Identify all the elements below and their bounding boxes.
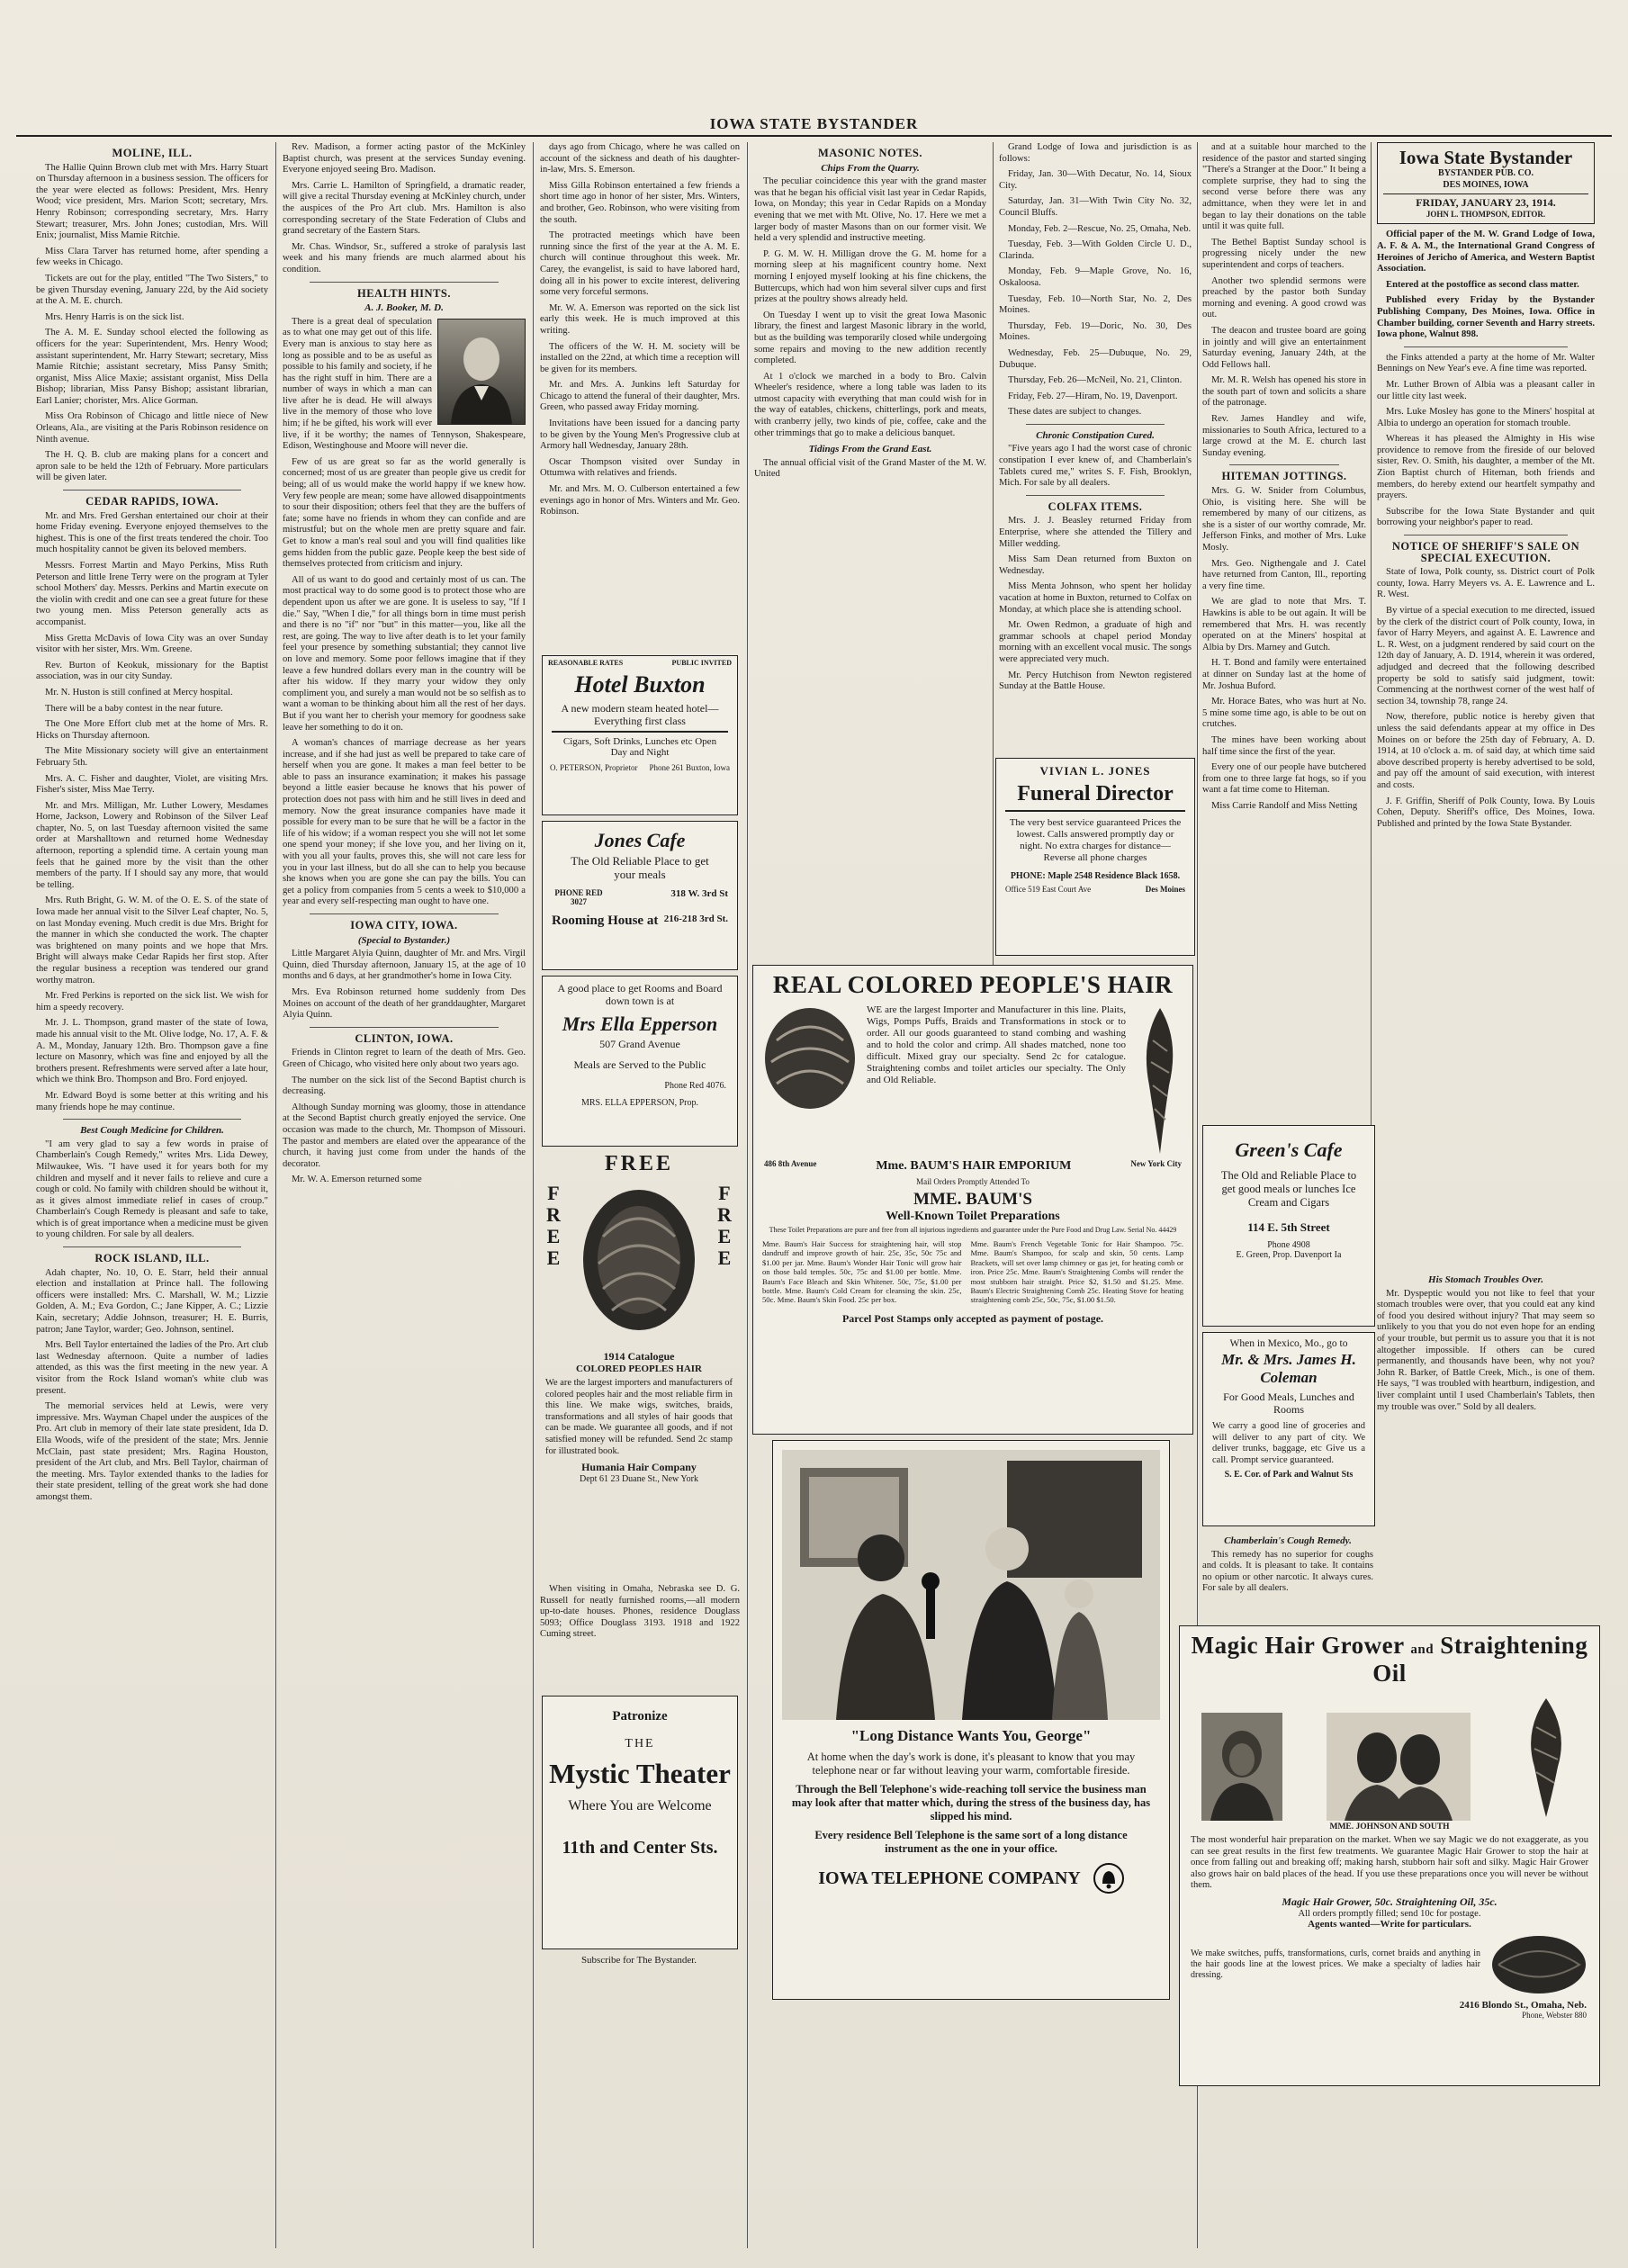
paragraph: Mr. Dyspeptic would you not like to feel that your stomach troubles were over, that you could eat any kind of food you desired without injury? That may seem so unlikely to you that you do not even hope for an ending of your trouble, but permit us to assure you that it is not altogether impossible. If others can be cured permanently, and thousands have been, why not you? John R. Barker, of Battle Creek, Mich., is one of them. He says, "I was troubled with heartburn, indigestion, and liver complaint until I used Chamberlain's Tablets, then my trouble was over." Sold by all dealers. [1377,1288,1595,1412]
paragraph: Mr. M. R. Welsh has opened his store in the south part of town and solicits a share of the patronage. [1202,375,1366,409]
paragraph: Tickets are out for the play, entitled "The Two Sisters," to be given Thursday evening, January 22d, by the Aid society at the A. M. E. church. [36,273,268,307]
ad-text: O. PETERSON, Proprietor [550,763,638,772]
stomach-notice [1377,1271,1595,1613]
paragraph: All of us want to do good and certainly most of us can. The most practical way to do some good is to protect those who are dependent upon us after we are gone. It is useless to say, "If I die." Say, "When I die," for all things born in time must perish and there is no "if" nor "but" in this matter—you, like all the rest, are going. The way to live after death is to let your family feel your presence by something substantial; they cannot live on love and memory. Some poor fellows imagine that if they leave a few hundred dollars every man in the country will be after his widow. If they marry your widow they only compliment you, and surely a man would not be so selfish as to want a woman to be thinking about him all the rest of her days. But if you want her to cherish your memory for goodness sake leave her something to do it on. [283,574,526,733]
ad-text: New York City [1130,1159,1182,1168]
paragraph: Mr. and Mrs. Fred Gershan entertained our choir at their home Friday evening. Everyone enjoyed themselves to the highest. This is one of the first treats tendered the choir. Too much hospitality cannot be given its beloved members. [36,510,268,555]
paragraph: Although Sunday morning was gloomy, those in attendance at the Second Baptist church greatly enjoyed the service. One occasion was made to the church, Mr. Thompson of Missouri. The pastor and members are elated over the appearance of the church, it having just come from under the hands of the decorator. [283,1102,526,1169]
paragraph: Few of us are great so far as the world generally is concerned; most of us are greater than people give us credit for being; all of us would make the world happy if we knew how. Very few people are mean; some have allowed disappointments to sour their disposition; others feel that they are the buffers of fate; some have no friends in whom they can confide and are mistrustful; but on the whole men are pretty square and fair. Get to know a man's real soul and you will find qualities like gems hidden from the public gaze. People keep the best side of themselves protected from criticism and injury. [283,456,526,570]
subscribe-note: Subscribe for The Bystander. [580,1955,697,1966]
ad-text: The Old and Reliable Place to get good meals or lunches Ice Cream and Cigars [1220,1169,1357,1209]
paragraph: The memorial services held at Lewis, were very impressive. Mrs. Wayman Chapel under the auspices of the Pro. Art club in memory of their late state president, Ida D. Ella Woods, wife of the president of the state; Mrs. Jennie McClain, past state president; Mrs. Ragina Houston, president of the Art club, and Mrs. Bell Taylor, chairman of the meeting. Mrs. Taylor extended thanks to the ladies for their state president, telling of the great work she had done amongst them. [36,1401,268,1502]
ad-title: Mystic Theater [549,1758,731,1789]
running-head: IOWA STATE BYSTANDER [709,115,919,132]
paragraph: The A. M. E. Sunday school elected the following as officers for the year: Superintendent, Mrs. Henry Wood; assistant superintendent, Mr. Harry Stewart; secretary, Miss Mamie Ritchie; assistant secretary, Miss Pansy Smith; organist, Miss Alice Maxie; assistant organist, Miss Della Bishop; librarian, Miss Pansy Bishop; assistant librarian, Earl Lanier; chorister, Mrs. Alice Gorman. [36,328,268,406]
divider [552,731,728,733]
ad-text: 486 8th Avenue [764,1159,817,1168]
cough-remedy-notice [1202,1532,1373,1631]
paragraph: When visiting in Omaha, Nebraska see D. G. Russell for neatly furnished rooms,—all modern up-to-date houses. Phones, residence Douglass 5093; Office Douglass 3193. 1918 and 1922 Cuming street. [540,1584,740,1640]
ad-text: Phone 4908 [1267,1240,1310,1250]
paragraph: Friday, Jan. 30—With Decatur, No. 14, Sioux City. [999,169,1192,191]
family-telephone-illustration [782,1450,1160,1720]
paragraph: Rev. Burton of Keokuk, missionary for the Baptist association, was in our city Sunday. [36,660,268,682]
paragraph: Mr. Chas. Windsor, Sr., suffered a stroke of paralysis last week and his many friends are much alarmed about his condition. [283,241,526,274]
divider [1026,495,1165,496]
hotel-buxton-ad [542,655,738,815]
divider [310,282,499,283]
portrait-icon [438,320,525,424]
paragraph: H. T. Bond and family were entertained at dinner on Sunday last at the home of Mr. Joshua Buford. [1202,658,1366,691]
paragraph: Wednesday, Feb. 25—Dubuque, No. 29, Dubuque. [999,347,1192,370]
ad-text: We are the largest importers and manufacturers of colored peoples hair and the most reliable firm in this line. We make wigs, switches, braids, transformations and all styles of hair goods that can be made. We guarantee all goods, and if not satisfied money will be refunded. Send 2c stamp for illustrated book. [545,1378,733,1456]
paragraph: Little Margaret Alyia Quinn, daughter of Mr. and Mrs. Virgil Quinn, died Thursday afternoon, January 15, at the age of 10 months and 6 days, at her grandmother's home in Iowa City. [283,949,526,982]
ad-text: The Old Reliable Place to get your meals [571,854,709,881]
section-heading: His Stomach Troubles Over. [1428,1274,1543,1285]
ad-text: Every residence Bell Telephone is the same sort of a long distance instrument as the one in your office. [814,1829,1128,1855]
section-heading: NOTICE OF SHERIFF'S SALE ON SPECIAL EXECUTION. [1391,540,1580,564]
paragraph: Rev. Madison, a former acting pastor of the McKinley Baptist church, was present at the services Sunday evening. Everyone enjoyed seeing Bro. Madison. [283,142,526,176]
portrait-photo [1201,1713,1282,1821]
paragraph: Thursday, Feb. 26—McNeil, No. 21, Clinton. [1008,375,1183,386]
paragraph: Thursday, Feb. 19—Doric, No. 30, Des Moines. [999,320,1192,343]
ad-title: Mr. & Mrs. James H. Coleman [1221,1351,1356,1386]
ad-title: FREE [604,1152,673,1175]
ad-text: Phone, Webster 880 [1522,2010,1587,2020]
paragraph: Subscribe for the Iowa State Bystander and quit borrowing your neighbor's paper to read. [1377,506,1595,528]
column-5 [1202,142,1366,1114]
paragraph: The officers of the W. H. M. society will be installed on the 22nd, at which time a reception will be given for its members. [540,341,740,374]
paragraph: Every one of our people have butchered from one to three large fat hogs, so if you want a fat time come to Hiteman. [1202,762,1366,796]
subheading: Tidings From the Grand East. [808,444,932,455]
issue-date: FRIDAY, JANUARY 23, 1914. [1416,196,1556,210]
section-heading: MASONIC NOTES. [817,147,923,159]
paragraph: There will be a baby contest in the near future. [45,703,223,714]
paragraph: The Bethel Baptist Sunday school is progressing nicely under the new superintendent and corps of teachers. [1202,237,1366,270]
section-heading: ROCK ISLAND, ILL. [94,1252,210,1265]
ad-text: Agents wanted—Write for particulars. [1308,1918,1471,1930]
paragraph: Mr. Edward Boyd is some better at this writing and his many friends hope he may continue. [36,1090,268,1112]
paragraph: Miss Menta Johnson, who spent her holiday vacation at home in Buxton, returned to Colfax on Monday, at which place she is attending school. [999,581,1192,615]
column-3-text [540,142,740,646]
paragraph: Mrs. G. W. Snider from Columbus, Ohio, is visiting here. She will be remembered by many of our citizens, as she is a sister of our worthy comrade, Mr. Jefferson Finks, and mother of Mrs. Luke Mosly. [1202,486,1366,553]
column-rule [747,142,748,2248]
ad-title: REAL COLORED PEOPLE'S HAIR [772,971,1174,998]
bell-logo-icon [1093,1863,1124,1894]
paragraph: Mr. and Mrs. Milligan, Mr. Luther Lowery, Mesdames Horne, Jackson, Lowery and Robinson of the Silver Leaf chapter, No. 5, on last Tuesday afternoon visited the same order at Marshalltown and returned home Wednesday afternoon, reporting a splendid time. A certain young man feels that he gained more by the visit than the other members of the party. If I should say any more, that would be telling. [36,800,268,890]
column-4 [754,142,986,1078]
paragraph: Mr. and Mrs. A. Junkins left Saturday for Chicago to attend the funeral of their daughter, Mrs. Green, who passed away Friday morning. [540,380,740,413]
ad-text: Mme. Baum's French Vegetable Tonic for Hair Shampoo. 75c. Mme. Baum's Shampoo, for scalp and skin, 50 cents. Lamp Brackets, will set over lamp chimney or gas jet, for heating comb or iron. Price 25c. Mme. Baum's Straightening Combs will render the most stubborn hair straight. Price $2, $1.50 and $1.25. Mme. Baum's Electric Straightening Comb 25c. Heating Stove for heating straightening comb 25c, 50c, 75c, $1.00 $1.50. [970,1239,1183,1305]
paragraph: "I am very glad to say a few words in praise of Chamberlain's Cough Remedy," writes Mrs. Lida Dewey, Milwaukee, Wis. "I have used it for years both for my children and myself and it never fails to relieve and cure a cough or cold. No family with children should be without it, as it gives almost immediate relief in cases of croup." Chamberlain's Cough Remedy is pleasant and safe to take, which is of great importance when a medicine must be given to young children. For sale by all dealers. [36,1138,268,1240]
paragraph: Mr. W. A. Emerson was reported on the sick list early this week. He is much improved at this writing. [540,302,740,336]
paragraph: Rev. James Handley and wife, missionaries to South Africa, lectured to a large crowd at the M. E. church last Sunday evening. [1202,414,1366,458]
paragraph: The deacon and trustee board are going in jointly and will give an entertainment Saturday evening, January 24th, at the Odd Fellows hall. [1202,325,1366,370]
paragraph: J. F. Griffin, Sheriff of Polk County, Iowa. By Louis Cohen, Deputy. Sheriff's office, Des Moines, Iowa. Published and printed by the Iowa State Bystander. [1377,796,1595,829]
paragraph: and at a suitable hour marched to the residence of the pastor and started singing "There's a Stranger at the Door." It being a complete surprise, they had to sing the second verse before there was any admittance, when they were let in and began to lay their donations on the table until it was quite full. [1202,142,1366,232]
paragraph: Tuesday, Feb. 3—With Golden Circle U. D., Clarinda. [999,239,1192,261]
hair-braid-icon [1133,1004,1187,1157]
paragraph: Monday, Feb. 2—Rescue, No. 25, Omaha, Neb. [1008,223,1192,234]
paragraph: Mr. N. Huston is still confined at Mercy hospital. [45,687,233,698]
paragraph: Miss Gretta McDavis of Iowa City was an over Sunday visitor with her sister, Mrs. Wm. Greene. [36,633,268,655]
portrait-photo [437,319,526,425]
paragraph: At 1 o'clock we marched in a body to Bro. Calvin Wheeler's residence, where a long table was laden to its utmost capacity with everything that man could wish for in the way of eatables, chickens, chitterlings, pork and meats, with cranberry jelly, two kinds of pie, coffee, cake and the other trimmings that go to make a delicious banquet. [754,371,986,438]
ad-text: Cigars, Soft Drinks, Lunches etc Open Day and Night [562,736,717,758]
free-side-text: FREE [717,1182,732,1269]
ad-text: Phone Red 4076. [664,1081,726,1091]
ad-text: Des Moines [1145,885,1185,894]
paragraph: Tuesday, Feb. 10—North Star, No. 2, Des Moines. [999,293,1192,316]
ad-text: Patronize [612,1709,668,1724]
photo-caption: MME. JOHNSON AND SOUTH [1329,1822,1450,1832]
paragraph: A woman's chances of marriage decrease as her years increase, and if she had just as well be prepared to take care of herself when you are gone. It makes a man feel better to be able to pass an insurance examination; it makes his passage beyond a little easier because he knows that his power of protection does not pass with him and he still lives in deed and memory. Now the great insurance companies have made it possible for every man to be sure that he will be a factor in the life of his widow; if a woman respect you she will not let some one spend your money; if she love you, and her living on it, with you all your faults, proves this, she will not care less for you in your last illness, but do all she can to help you because she knows when you are gone she can pay the bills. You can get a policy from companies from 5 cents a week to $10,000 a year and every self-respecting man ought to have one. [283,738,526,907]
paragraph: Invitations have been issued for a dancing party to be given by the Young Men's Progressive club at Armory hall Wednesday, January 28th. [540,418,740,452]
paragraph: Mr. J. L. Thompson, grand master of the state of Iowa, made his annual visit to the Mt. Olive lodge, No. 17, A. F. & A. M., Monday, January 12th. Bro. Thompson gave a fine lecture on Masonry, which was fine and enjoyed by all the brothers present. Refreshments were served after a late hour, which we think Bro. Thompson and Bro. Ford enjoyed. [36,1018,268,1085]
portrait-photo [1327,1713,1471,1821]
ad-text: We make switches, puffs, transformations, curls, cornet braids and anything in the hair goods line at the lowest prices. We make a specialty of ladies hair dressing. [1191,1948,1480,1980]
baum-hair-ad [752,965,1193,1435]
section-heading: HEALTH HINTS. [357,286,451,300]
ad-text: MRS. ELLA EPPERSON, Prop. [580,1098,699,1108]
paragraph: The Mite Missionary society will give an entertainment February 5th. [36,746,268,768]
ad-text: When in Mexico, Mo., go to [1229,1338,1348,1349]
paragraph: By virtue of a special execution to me directed, issued by the clerk of the district court of Polk county, Iowa, in favor of Harry Meyers, and against A. E. Lawrence and L. R. West, on a judgment rendered by said court on the 12th day of January, A. D. 1914, wherein it was ordered, adjudged and decreed that the following described property be sold to satisfy said judgment, towit: Commencing at the northwest corner of the west half of section 34, township 78, range 24. [1377,606,1595,706]
ad-text: 114 E. 5th Street [1247,1220,1330,1234]
subheading: (Special to Bystander.) [357,934,451,946]
ad-text: 2416 Blondo St., Omaha, Neb. [1459,1999,1587,2011]
ad-text: All orders promptly filled; send 10c for postage. [1298,1908,1481,1919]
divider [1005,810,1185,812]
hair-braid-icon [1515,1695,1578,1821]
paragraph: Mrs. Geo. Nigthengale and J. Catel have returned from Canton, Ill., reporting a very fine time. [1202,558,1366,591]
paragraph: Mr. Owen Redmon, a graduate of high and grammar schools at chapel period Monday morning with an excellent vocal music. The songs were appreciated very much. [999,620,1192,664]
paragraph: Mrs. Luke Mosley has gone to the Miners' hospital at Albia to undergo an operation for stomach trouble. [1377,407,1595,428]
paragraph: days ago from Chicago, where he was called on account of the sickness and death of his daughter-in-law, Mrs. S. Emerson. [540,142,740,176]
header-rule [16,135,1612,137]
column-rule [533,142,534,2248]
paragraph: State of Iowa, Polk county, ss. District court of Polk county, Iowa. Harry Meyers vs. A. E. Lawrence and L. R. West. [1377,567,1595,600]
subheading: Chips From the Quarry. [821,162,920,174]
masthead [0,0,1628,135]
ad-tag: REASONABLE RATES [548,659,624,667]
column-rule [275,142,276,2248]
mystic-theater-ad [542,1696,738,1949]
ad-text: Mme. BAUM'S HAIR EMPORIUM [876,1159,1072,1173]
ad-text: 11th and Center Sts. [562,1838,718,1858]
hair-bun-icon [760,1004,859,1112]
ad-text: PHONE RED 3027 [554,888,603,906]
paragraph: Grand Lodge of Iowa and jurisdiction is as follows: [999,142,1192,164]
ad-text: A new modern steam heated hotel—Everything first class [561,702,719,727]
ad-text: At home when the day's work is done, it's pleasant to know that you may telephone near or far without leaving your warm, comfortable fireside. [806,1750,1136,1777]
ad-text: Magic Hair Grower, 50c. Straightening Oil, 35c. [1282,1894,1498,1908]
humania-hair-ad [542,1152,736,1575]
ad-tag: PUBLIC INVITED [671,659,732,667]
paragraph: Friday, Feb. 27—Hiram, No. 19, Davenport. [1008,391,1178,401]
ad-text: S. E. Cor. of Park and Walnut Sts [1224,1470,1354,1480]
ad-text: These Toilet Preparations are pure and free from all injurious ingredients and guarantee under the Pure Food and Drug Law. Serial No. 44429 [769,1226,1177,1234]
ad-text: Through the Bell Telephone's wide-reaching toll service the business man may look after that matter which, during the stress of the business day, has slipped his mind. [791,1783,1151,1822]
ad-text: E. Green, Prop. Davenport Ia [1236,1250,1342,1260]
city: DES MOINES, IOWA [1443,179,1529,190]
paragraph: The One More Effort club met at the home of Mrs. R. Hicks on Thursday afternoon. [36,719,268,741]
ad-text: 1914 Catalogue [603,1350,675,1363]
section-heading: Chronic Constipation Cured. [1036,429,1155,441]
editor: JOHN L. THOMPSON, EDITOR. [1426,209,1546,219]
paper-title: Iowa State Bystander [1399,147,1573,168]
paragraph: These dates are subject to changes. [1008,407,1142,418]
ad-text: COLORED PEOPLES HAIR [576,1364,702,1374]
ad-title: Mrs Ella Epperson [562,1012,718,1035]
column-2 [283,142,526,2248]
ad-text: A good place to get Rooms and Board down town is at [557,982,723,1007]
divider [63,1246,241,1247]
ad-title: Jones Cafe [594,829,686,851]
paragraph: Mrs. Eva Robinson returned home suddenly from Des Moines on account of the death of her granddaughter, Margaret Alyia Quinn. [283,986,526,1021]
divider [63,1119,241,1120]
ad-title: "Long Distance Wants You, George" [850,1727,1092,1744]
paragraph: Messrs. Forrest Martin and Mayo Perkins, Miss Ruth Peterson and little Irene Terry were on the program at Tyler school Mothers' day. Messrs. Perkins and Martin execute on the violin with credit and one can see a great future for these two young men. Miss Peterson generally acts as accompanist. [36,561,268,627]
ad-text: Phone 261 Buxton, Iowa [649,763,730,772]
ad-text: Mail Orders Promptly Attended To [916,1177,1030,1186]
paragraph: Another two splendid sermons were preached by the pastor both Sunday morning and evening. A good crowd was out. [1202,275,1366,320]
ad-text: 318 W. 3rd St [670,888,728,899]
ad-text: We carry a good line of groceries and will deliver to any part of city. We deliver trunks, baggage, etc Give us a call. Prompt service guaranteed. [1212,1421,1365,1465]
paragraph: Saturday, Jan. 31—With Twin City No. 32, Council Bluffs. [999,196,1192,218]
paragraph: Monday, Feb. 9—Maple Grove, No. 16, Oskaloosa. [999,266,1192,288]
section-heading: COLFAX ITEMS. [1048,500,1143,513]
paragraph: On Tuesday I went up to visit the great Iowa Masonic library, the finest and largest Masonic library in the world, but as the building was temporarily closed while undergoing some repairs and moving to the new addition recently completed. [754,310,986,366]
ad-title: Green's Cafe [1235,1138,1343,1161]
column-rule [993,142,994,1096]
ad-text: PHONE: Maple 2548 Residence Black 1658. [1010,871,1181,881]
paragraph: Mr. Fred Perkins is reported on the sick list. We wish for him a speedy recovery. [36,991,268,1012]
column-4b [999,142,1192,754]
section-heading: IOWA CITY, IOWA. [350,919,458,932]
coleman-ad [1202,1332,1375,1526]
paragraph: The H. Q. B. club are making plans for a concert and apron sale to be held the 12th of February. More particulars will be given later. [36,450,268,483]
omaha-notice [540,1584,740,1688]
section-heading: CLINTON, IOWA. [355,1031,454,1045]
bell-telephone-ad [772,1440,1170,2000]
ad-text: THE [625,1737,655,1750]
section-heading: MOLINE, ILL. [112,147,193,159]
ad-title: Straightening Oil [1372,1632,1588,1687]
paragraph: The number on the sick list of the Second Baptist church is decreasing. [283,1075,526,1097]
paragraph: Entered at the postoffice as second class matter. [1386,279,1579,290]
ad-text: 507 Grand Avenue [599,1038,680,1050]
ad-title: Magic Hair Grower [1191,1632,1405,1659]
publisher: BYSTANDER PUB. CO. [1438,168,1534,178]
paragraph: Miss Sam Dean returned from Buxton on Wednesday. [999,554,1192,576]
column-1 [36,142,268,2248]
paragraph: The mines have been working about half time since the first of the year. [1202,734,1366,757]
paragraph: Mr. Horace Bates, who was hurt at No. 5 mine some time ago, is able to be out on crutches. [1202,697,1366,730]
paragraph: Friends in Clinton regret to learn of the death of Mrs. Geo. Green of Chicago, who visited here only about two years ago. [283,1048,526,1069]
paragraph: Miss Ora Robinson of Chicago and little niece of New Orleans, Ala., are visiting at the Paris Robinson residence on Ninth avenue. [36,411,268,445]
ad-title: Hotel Buxton [574,671,706,698]
ad-text: Parcel Post Stamps only accepted as payment of postage. [841,1311,1104,1325]
column-rule [1371,142,1372,1267]
jones-cafe-ad [542,821,738,970]
hair-switch-icon [1489,1933,1588,1996]
divider [1404,346,1568,347]
paragraph: "Five years ago I had the worst case of chronic constipation I ever knew of, and Chamberlain's Tablets cured me," writes S. F. Fish, Brooklyn, Mich. For sale by all dealers. [999,444,1192,489]
paragraph: Adah chapter, No. 10, O. E. Starr, held their annual election and installation at Prince hall. The following officers were installed: Mrs. C. Marshall, W. M.; Lizzie Golden, A. M.; Eva Gordon, C.; Jane Kipper, A. C.; Lizzie Kain, secretary; Addie Johnson, treasurer; H. E. Burris, patron; Jane Taylor, warder; Geo. Johnson, sentinel. [36,1267,268,1335]
paragraph: Now, therefore, public notice is hereby given that unless the said defendants appear at my office in Des Moines on or before the 25th day of February, A. D. 1914, at 10 o'clock a. m. of said day, at which time said above described property is hereby advertised to be sold, and pay off the amount of said execution, with interest and costs. [1377,712,1595,790]
paragraph: the Finks attended a party at the home of Mr. Walter Bennings on New Year's eve. A fine time was reported. [1377,352,1595,374]
section-heading: Chamberlain's Cough Remedy. [1224,1535,1352,1546]
paragraph: Published every Friday by the Bystander Publishing Company, Des Moines, Iowa. Office in Chamber building, corner Seventh and Harry streets. Iowa phone, Walnut 898. [1377,295,1595,340]
paragraph: This remedy has no superior for coughs and colds. It is pleasant to take. It contains no opium or other narcotic. It always cures. For sale by all dealers. [1202,1549,1373,1594]
magic-hair-ad [1179,1625,1600,2086]
paragraph: Mr. Luther Brown of Albia was a pleasant caller in our little city last week. [1377,379,1595,401]
paragraph: Whereas it has pleased the Almighty in His wise providence to remove from the fireside of our beloved sister, Rev. O. Smith, his daughter, a member of the Mt. Zion Baptist church of Hiteman, both friends and members, do hereby extend our heartfelt sympathy and prayers. [1377,434,1595,501]
column-6 [1377,142,1595,1267]
ad-title: Funeral Director [1017,782,1174,806]
paragraph: Mrs. A. C. Fisher and daughter, Violet, are visiting Mrs. Fisher's sister, Miss Mae Terry. [36,773,268,796]
epperson-ad [542,976,738,1147]
paragraph: Mrs. Carrie L. Hamilton of Springfield, a dramatic reader, will give a recital Thursday evening at McKinley church, under the auspices of the Pro Art club. Mrs. Hamilton is also corresponding secretary of the State Federation of Clubs and grand secretary of the Eastern Stars. [283,180,526,237]
ad-text: WE are the largest Importer and Manufacturer in this line. Plaits, Wigs, Pomps Puffs, Braids and Transformations in stock or to order. All our goods guaranteed to stand combing and washing and to hold the color and crimp. All shades matched, none too difficult. Mixed gray our specialty. Send 2c for catalogue. Straightening combs and toilet articles our specialty. The Only and Old Reliable. [867,1004,1126,1085]
greens-cafe-ad [1202,1125,1375,1327]
paragraph: Miss Gilla Robinson entertained a few friends a short time ago in honor of her sister, Mrs. Winters, and brother, Geo. Robinson, who were visiting from the south. [540,180,740,225]
paragraph: The Hallie Quinn Brown club met with Mrs. Harry Stuart on Thursday afternoon in a business session. The officers for the year were elected as follows: President, Mrs. Henry Wood; vice president, Mrs. Marion Scott; secretary, Mrs. Henry Robinson; corresponding secretary, Mrs. Harry Stewart; treasurer, Mrs. John Jones; custodian, Mrs. Will Enix; journalist, Miss Mamie Ritchie. [36,162,268,241]
divider [1026,424,1165,425]
ad-text: 216-218 3rd St. [663,914,728,924]
ad-text: Meals are Served to the Public [573,1058,706,1071]
ad-text: Office 519 East Court Ave [1005,885,1092,894]
paragraph: Miss Carrie Randolf and Miss Netting [1211,800,1358,811]
paragraph: P. G. M. W. H. Milligan drove the G. M. home for a morning sleep at his magnificent country home. Next morning I enjoyed myself looking at his fine chickens, the Buttercups, which had won him several silver cups and first prizes at the poultry shows already held. [754,248,986,305]
paragraph: Mr. Percy Hutchison from Newton registered Sunday at the Battle House. [999,670,1192,692]
ad-text: Mme. Baum's Hair Success for straightening hair, will stop dandruff and improve growth of hair. 25c, 35c, 50c 75c and $1.00 per jar. Mme. Baum's Wonder Hair Tonic will grow hair on those bald temples. 50c, 75c and $1.00 per bottle. Mme. Baum's Face Bleach and Skin Whitener. 50c, 75c, $1.00 per bottle. Mme. Baum's Cold Cream for cleansing the skin. 25c, 50c. Mme. Baum's Skin Food. 25c per box. [762,1239,962,1305]
divider [1229,464,1339,465]
paragraph: Mrs. J. J. Beasley returned Friday from Enterprise, where she attended the Tillery and Miller wedding. [999,516,1192,549]
divider [1404,535,1568,536]
ad-text: For Good Meals, Lunches and Rooms [1223,1390,1354,1416]
paragraph: Mrs. Ruth Bright, G. W. M. of the O. E. S. of the state of Iowa made her annual visit to the Silver Leaf chapter, No. 5, on last Monday evening. Much credit is due Mrs. Bright for the manner in which she conducted the work. The chapter was brightened on many points and we hope that Mrs. Bright will always make Cedar Rapids her first stop. After the regular business a reception was tendered our grand worthy matron. [36,896,268,986]
ad-text: VIVIAN L. JONES [1039,764,1151,778]
divider [310,1027,499,1028]
byline: A. J. Booker, M. D. [364,302,444,314]
paragraph: Miss Clara Tarver has returned home, after spending a few weeks in Chicago. [36,246,268,268]
ad-text: Humania Hair Company [581,1461,697,1474]
hair-bun-icon [571,1183,706,1345]
paragraph: The annual official visit of the Grand Master of the M. W. United [754,457,986,480]
paragraph: Mr. W. A. Emerson returned some [292,1174,422,1185]
ad-subtitle: Well-Known Toilet Preparations [886,1210,1060,1223]
paragraph: Mrs. Henry Harris is on the sick list. [45,311,184,322]
ad-text: The very best service guaranteed Prices the lowest. Calls answered promptly day or night. No extra charges for distance—Reverse all phone charges [1009,817,1182,863]
paragraph: Mrs. Bell Taylor entertained the ladies of the Pro. Art club last Wednesday afternoon. Quite a number of ladies attended, as this was the first meeting in the new year. A visitor from the Rock Island woman's white club was present. [36,1340,268,1396]
ad-title: and [1410,1642,1435,1657]
paragraph: Mr. and Mrs. M. O. Culberson entertained a few evenings ago in honor of Mrs. Winters and Mr. Geo. Robinson. [540,484,740,518]
free-side-text: FREE [546,1182,561,1269]
section-heading: Best Cough Medicine for Children. [80,1125,224,1137]
paragraph: The peculiar coincidence this year with the grand master was that he began his official visit last year in Cedar Rapids, Iowa, on Monday; this year in Cedar Rapids on a Monday evening that we met with Mt. Olive, No. 17. Here we met a larger body of master Masons than on our former visit. We held a very splendid and instructive meeting. [754,176,986,244]
ad-text: Rooming House at [552,914,659,928]
ad-title: IOWA TELEPHONE COMPANY [818,1868,1081,1888]
ad-text: The most wonderful hair preparation on the market. When we say Magic we do not exaggerate, as you can see great results in the first few treatments. We guarantee Magic Hair Grower to stop the hair at once from falling out and breaking off; making harsh, stubborn hair soft and silky. Magic Hair Grower also grows hair on bald places of the head. If you use these preparations once you will never be without them. [1191,1835,1588,1891]
paragraph: We are glad to note that Mrs. T. Hawkins is able to be out again. It will be remembered that Mrs. H. was recently operated on at the Miners' hospital at Albia by Drs. Marney and Gutch. [1202,597,1366,652]
nameplate [1377,142,1595,224]
paragraph: Official paper of the M. W. Grand Lodge of Iowa, A. F. & A. M., the International Grand Congress of Heroines of Jericho of America, and Western Baptist Association. [1377,230,1595,274]
paragraph: There is a great deal of speculation as to what one may get out of this life. Every man is anxious to stay here as long as possible and to be as useful as possible to his family and society, if he has the right stuff in him. There are a number of ways in which a man can live after he is dead. He will always live in the memory of those who love him; if he be gifted, his work will ever live, if it be worthy; the names of Tennyson, Shakespeare, Edison, Westinghouse and Moore will never die. [283,316,526,452]
section-heading: CEDAR RAPIDS, IOWA. [85,495,219,508]
paragraph: Oscar Thompson visited over Sunday in Ottumwa with relatives and friends. [540,456,740,479]
ad-text: Where You are Welcome [568,1798,712,1814]
ad-title: MME. BAUM'S [913,1190,1032,1209]
paragraph: The protracted meetings which have been running since the first of the year at the A. M. E. church will continue throughout this week. Mr. Carey, the evangelist, is said to have labored hard, doing all in his power to excite interest, delivering some very forceful sermons. [540,230,740,298]
ad-text: Dept 61 23 Duane St., New York [580,1474,698,1485]
funeral-director-ad [995,758,1195,956]
section-heading: HITEMAN JOTTINGS. [1221,470,1347,483]
